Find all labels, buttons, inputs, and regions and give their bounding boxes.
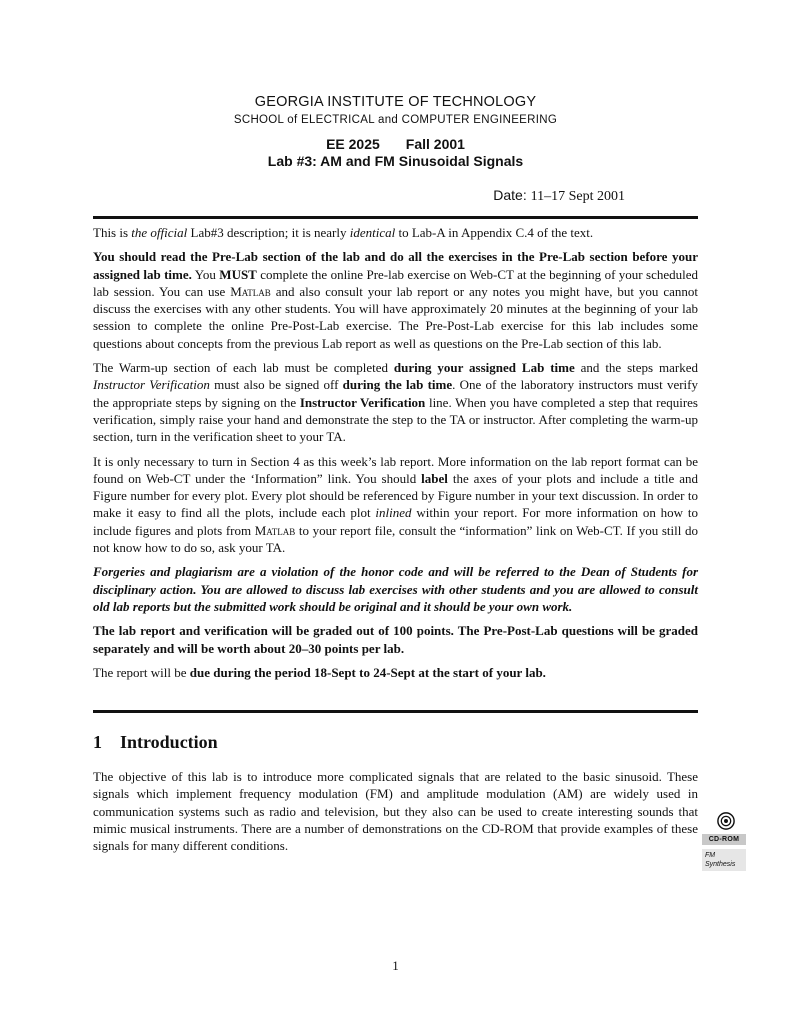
page-number: 1 bbox=[392, 958, 399, 973]
paragraph-official: This is the official Lab#3 description; it is nearly identical to Lab-A in Appendix C.4 of the text. bbox=[93, 225, 594, 240]
bottom-divider bbox=[93, 710, 698, 713]
date-label: Date: bbox=[493, 187, 527, 203]
school-name: SCHOOL of ELECTRICAL and COMPUTER ENGINEERING bbox=[233, 114, 558, 126]
paragraph-due-date: The report will be due during the period 18-Sept to 24-Sept at the start of your lab. bbox=[93, 664, 546, 680]
cd-rom-icon bbox=[717, 812, 735, 830]
lab-date bbox=[493, 187, 625, 205]
matlab-name: Matlab bbox=[254, 522, 296, 538]
cd-rom-margin-note bbox=[702, 812, 746, 871]
date-value: 11–17 Sept 2001 bbox=[530, 189, 625, 204]
paragraph-grading: The lab report and verification will be graded out of 100 points. The Pre-Post-Lab questions will be graded separately and will be worth about 20–30 points per lab. bbox=[93, 623, 698, 656]
paragraph-report: It is only necessary to turn in Section 4 as this week’s lab report. More information on the lab report format can be found on Web-CT under the ‘Information” link. You should label the axes of your plots and include a title and Figure number for every plot. Every plot should be referenced by Figure number in your text discussion. In order to make it easy to find all the plots, include each plot inlined within your report. For more information on how to include figures and plots from Matlab to your report file, consult the “information” link on Web-CT. If you still do not know how to do so, ask your TA. bbox=[93, 453, 698, 556]
paragraph-warmup: The Warm-up section of each lab must be completed during your assigned Lab time and the steps marked Instructor Verification must also be signed off during the lab time. One of the laboratory instructors must verify the appropriate steps by signing on the Instructor Verification line. When you have completed a step that requires verification, simply raise your hand and demonstrate the step to the TA or instructor. After completing the warm-up section, turn in the verification sheet to your TA. bbox=[93, 360, 698, 445]
paragraph-honor-code: Forgeries and plagiarism are a violation of the honor code and will be referred to the Dean of Students for disciplinary action. You are allowed to discuss lab exercises with other students and you are allowed to consult old lab reports but the submitted work should be original and it should be your own work. bbox=[93, 564, 698, 614]
course-code: EE 2025 bbox=[326, 136, 380, 152]
matlab-name: Matlab bbox=[230, 283, 271, 299]
introduction-text: The objective of this lab is to introduce more complicated signals that are related to the basic sinusoid. These signals which implement frequency modulation (FM) and amplitude modulation (AM) are widely used in communication systems such as radio and television, but they also can be used to create interesting sounds that mimic musical instruments. There are a number of demonstrations on the CD-ROM that provide examples of these signals for many different conditions. bbox=[93, 769, 698, 854]
section-title: Introduction bbox=[120, 732, 218, 752]
section-heading bbox=[93, 732, 218, 753]
lab-title: Lab #3: AM and FM Sinusoidal Signals bbox=[267, 153, 524, 169]
top-divider bbox=[93, 216, 698, 219]
cd-rom-tag: CD-ROM bbox=[702, 834, 746, 845]
instructions-block bbox=[93, 224, 698, 688]
course-term: Fall 2001 bbox=[405, 136, 465, 152]
section-number: 1 bbox=[93, 732, 102, 752]
institution-name: GEORGIA INSTITUTE OF TECHNOLOGY bbox=[254, 94, 537, 110]
paragraph-prelab: You should read the Pre-Lab section of the lab and do all the exercises in the Pre-Lab section before your assigned lab time. You MUST complete the online Pre-lab exercise on Web-CT at the beginning of your scheduled lab session. You can use Matlab and also consult your lab report or any notes you might have, but you cannot discuss the exercises with any other students. You will have approximately 20 minutes at the beginning of your lab session to complete the online Pre-Post-Lab exercise. The Pre-Post-Lab exercise for this lab includes some questions about concepts from the previous Lab report as well as questions on the Pre-Lab section of this lab. bbox=[93, 249, 699, 351]
course-heading bbox=[0, 136, 791, 152]
cd-rom-topic: FM Synthesis bbox=[702, 849, 746, 871]
